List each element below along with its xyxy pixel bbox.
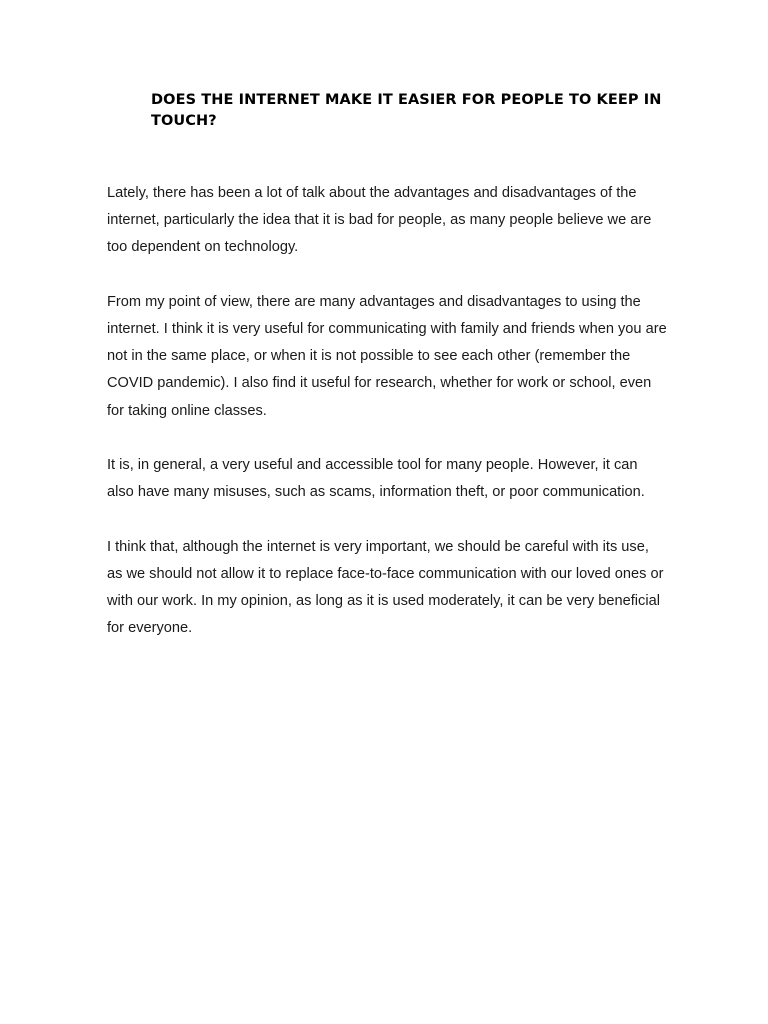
paragraph-2: From my point of view, there are many advantages and disadvantages to using the internet. I think it is very useful for communicating with family and friends when you are not in the same place, or when it is not possible to see each other (remember the COVID pandemic). I also find it useful for research, whether for work or school, even for taking online classes. [107,293,667,419]
paragraph-4: I think that, although the internet is very important, we should be careful with its use, as we should not allow it to replace face-to-face communication with our loved ones or with our work. In my opinion, as long as it is used moderately, it can be very beneficial for everyone. [107,538,664,637]
document-body [107,180,667,670]
document-title: DOES THE INTERNET MAKE IT EASIER FOR PEOPLE TO KEEP IN TOUCH? [151,92,662,129]
paragraph-1: Lately, there has been a lot of talk about the advantages and disadvantages of the internet, particularly the idea that it is bad for people, as many people believe we are too dependent on technology. [107,185,652,256]
paragraph-3: It is, in general, a very useful and accessible tool for many people. However, it can also have many misuses, such as scams, information theft, or poor communication. [107,457,645,501]
